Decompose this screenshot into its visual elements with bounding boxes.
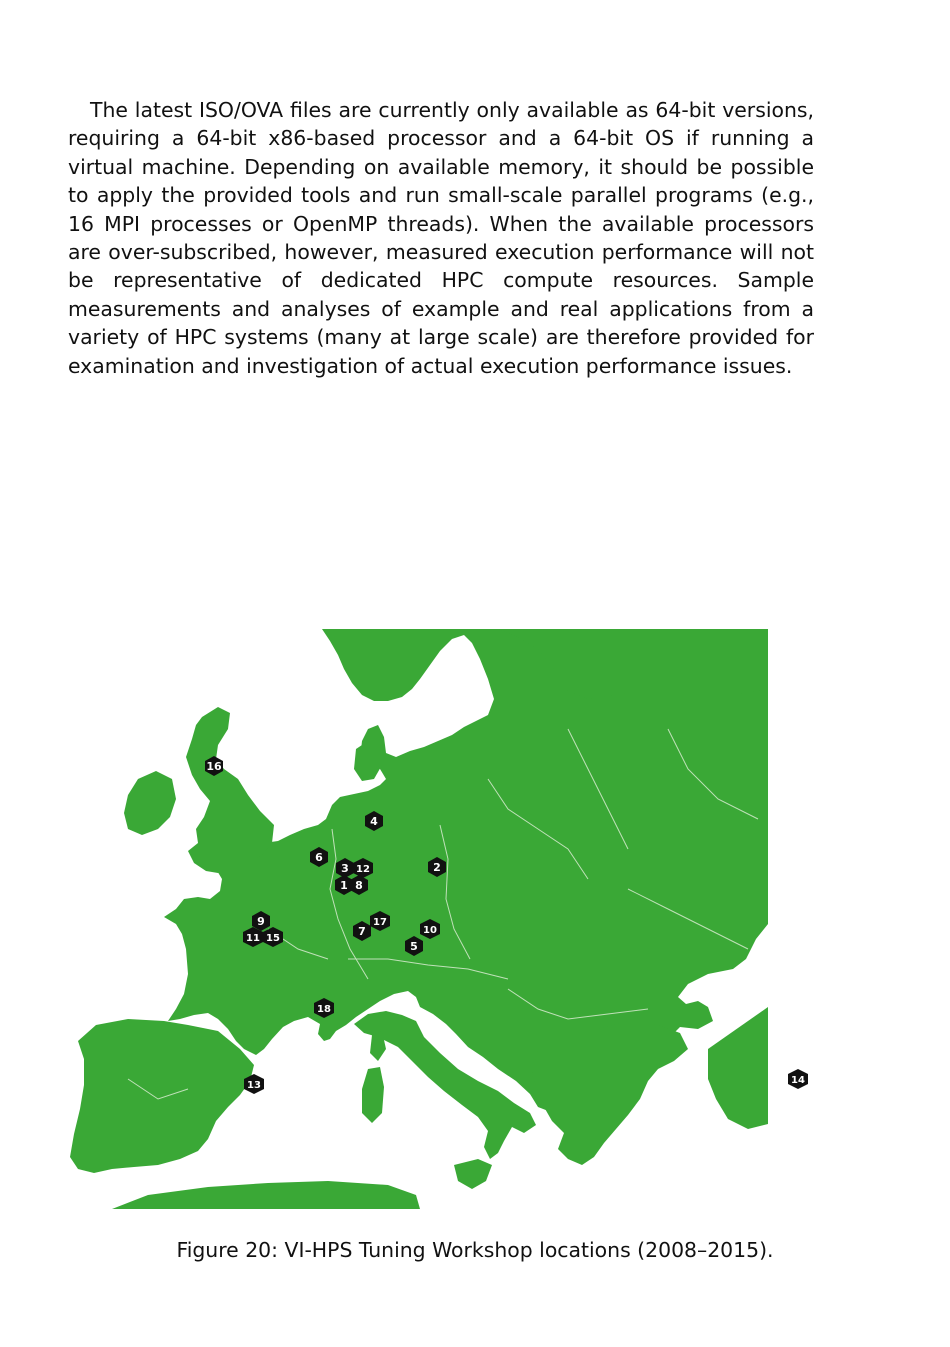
svg-text:4: 4 [370, 815, 378, 828]
map-sicily [454, 1159, 492, 1189]
svg-text:7: 7 [358, 925, 366, 938]
svg-text:3: 3 [341, 862, 349, 875]
map-anatolia [708, 1007, 768, 1129]
map-denmark [354, 741, 382, 781]
svg-text:5: 5 [410, 940, 418, 953]
svg-text:13: 13 [247, 1080, 261, 1091]
map-great-britain [186, 707, 274, 873]
svg-text:18: 18 [317, 1004, 331, 1015]
svg-text:14: 14 [791, 1075, 805, 1086]
workshop-locations-map [68, 629, 814, 1209]
svg-text:8: 8 [355, 879, 363, 892]
svg-text:1: 1 [340, 879, 348, 892]
body-paragraph: The latest ISO/OVA files are currently only available as 64-bit versions, requiring a 64-bit x86-based processor and a 64-bit OS if running a virtual machine. Depending on available memory, it should be possible to apply the provided tools and run small-scale parallel programs (e.g., 16 MPI processes or OpenMP threads). When the available processors are over-subscribed, however, measured execution performance will not be representative of dedicated HPC compute resources. Sample measurements and analyses of example and real applications from a variety of HPC systems (many at large scale) are therefore provided for examination and investigation of actual execution performance issues. [68, 98, 814, 378]
svg-text:10: 10 [423, 925, 437, 936]
svg-text:17: 17 [373, 917, 387, 928]
svg-text:11: 11 [246, 933, 260, 944]
svg-text:12: 12 [356, 864, 370, 875]
svg-text:6: 6 [315, 851, 323, 864]
figure-caption: Figure 20: VI-HPS Tuning Workshop locations (2008–2015). [176, 1238, 774, 1262]
map-north-africa [112, 1181, 420, 1209]
svg-text:15: 15 [266, 933, 280, 944]
marker-14 [788, 1069, 808, 1089]
svg-text:9: 9 [257, 915, 265, 928]
svg-text:2: 2 [433, 861, 441, 874]
map-ireland [124, 771, 176, 835]
map-sardinia [362, 1067, 384, 1123]
svg-text:16: 16 [206, 760, 222, 773]
map-iberia [70, 1019, 254, 1173]
